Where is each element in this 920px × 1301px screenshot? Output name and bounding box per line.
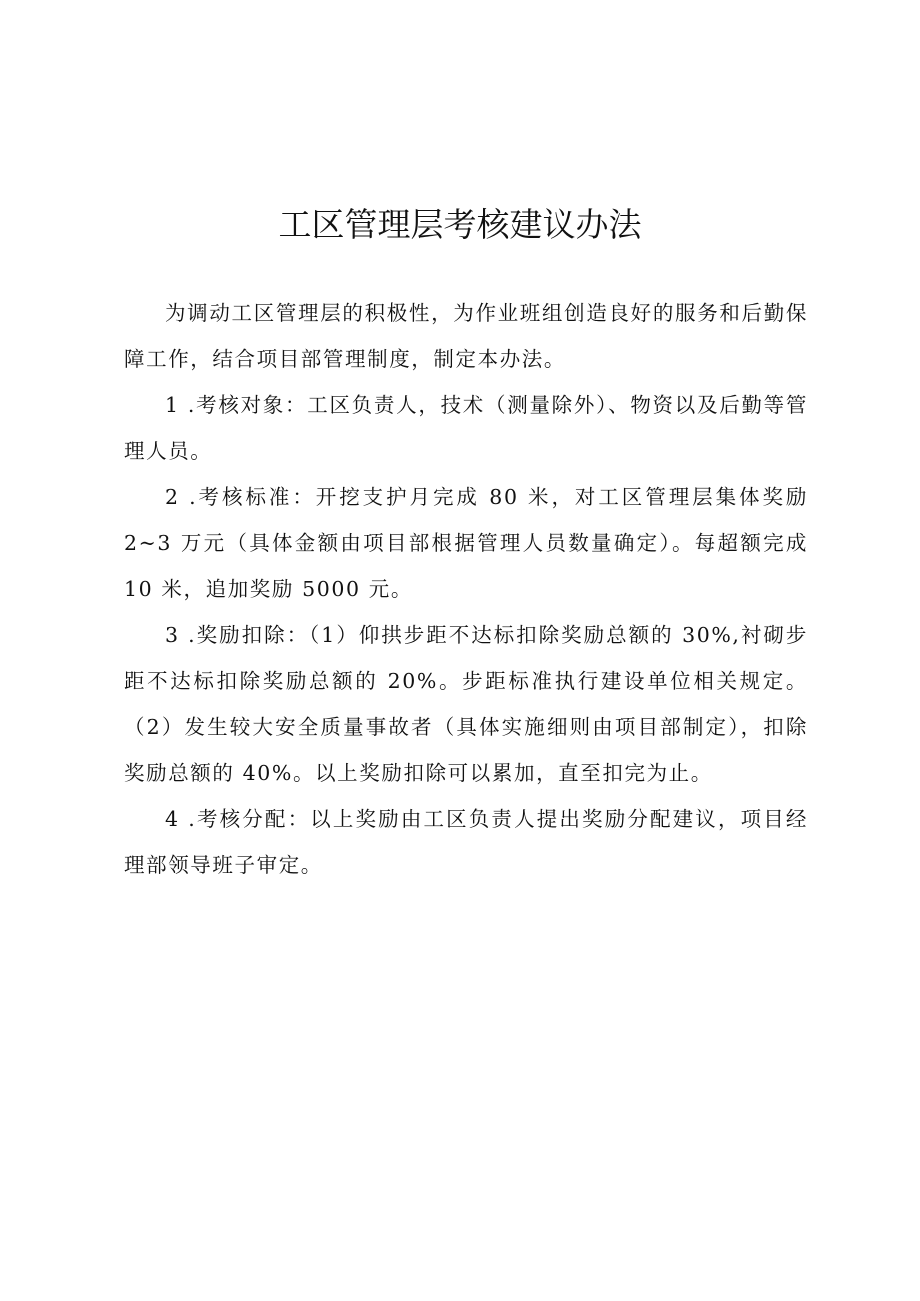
assessment-standard-paragraph: 2 .考核标准：开挖支护月完成 80 米，对工区管理层集体奖励 2~3 万元（具体金额由项目部根据管理人员数量确定）。每超额完成 10 米，追加奖励 5000 元。: [124, 485, 808, 601]
intro-paragraph: 为调动工区管理层的积极性，为作业班组创造良好的服务和后勤保障工作，结合项目部管理制度，制定本办法。: [124, 301, 808, 371]
document-body: [124, 290, 808, 888]
reward-deduction-paragraph: 3 .奖励扣除：（1）仰拱步距不达标扣除奖励总额的 30%,衬砌步距不达标扣除奖励总额的 20%。步距标准执行建设单位相关规定。（2）发生较大安全质量事故者（具体实施细则由项目部制定），扣除奖励总额的 40%。以上奖励扣除可以累加，直至扣完为止。: [124, 623, 808, 785]
assessment-distribution-paragraph: 4 .考核分配：以上奖励由工区负责人提出奖励分配建议，项目经理部领导班子审定。: [124, 807, 808, 877]
document-title: 工区管理层考核建议办法: [278, 205, 642, 244]
assessment-target-paragraph: 1 .考核对象：工区负责人，技术（测量除外）、物资以及后勤等管理人员。: [124, 393, 808, 463]
